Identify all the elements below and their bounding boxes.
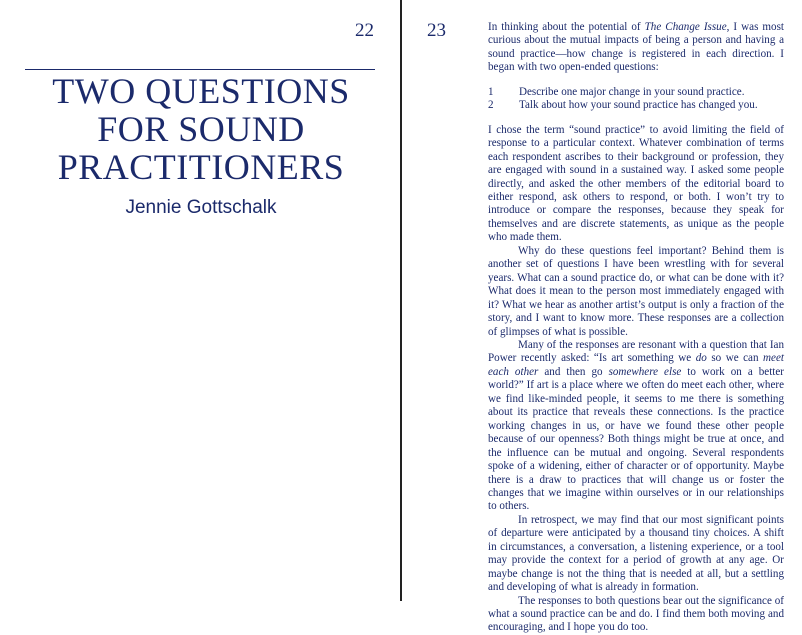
title-rule bbox=[25, 69, 375, 70]
intro-paragraph: In thinking about the potential of The Change Issue, I was most curious about the mutual impacts of being a person and having a sound practice—how change is registered in each direction. I began with two open-ended questions: bbox=[488, 21, 784, 74]
left-page bbox=[0, 0, 401, 601]
page-number-right: 23 bbox=[427, 20, 446, 41]
page-number-left: 22 bbox=[355, 20, 374, 41]
paragraph-5: The responses to both questions bear out the significance of what a sound practice can be and do. I find them both moving and encouraging, and I hope you do too. bbox=[488, 594, 784, 634]
list-item bbox=[488, 99, 784, 112]
title-line-1: TWO QUESTIONS bbox=[52, 71, 350, 111]
paragraph-2: Why do these questions feel important? Behind them is another set of questions I have been wrestling with for several years. What can a sound practice do, or what can be done with it? What does it mean to the person most immediately engaged with it? What we hear as another artist’s output is only a fraction of the story, and I want to know more. These responses are a collection of glimpses of what is possible. bbox=[488, 244, 784, 338]
list-item-text: Talk about how your sound practice has changed you. bbox=[519, 99, 758, 112]
right-page bbox=[401, 0, 802, 634]
paragraph-4: In retrospect, we may find that our most significant points of departure were anticipated by a thousand tiny choices. A shift in circumstances, a conversation, a listening experience, or a tool may provide the context for a period of growth at any age. Or maybe change is not the thing that is needed at all, but a settling and developing of what is already in formation. bbox=[488, 513, 784, 594]
title-line-3: PRACTITIONERS bbox=[57, 147, 345, 187]
list-item-number: 2 bbox=[488, 99, 494, 112]
list-item-text: Describe one major change in your sound practice. bbox=[519, 85, 745, 98]
list-item-number: 1 bbox=[488, 85, 494, 98]
article-title bbox=[0, 72, 402, 186]
list-item bbox=[488, 86, 784, 99]
title-line-2: FOR SOUND bbox=[97, 109, 305, 149]
author-name: Jennie Gottschalk bbox=[125, 197, 277, 218]
paragraph-1: I chose the term “sound practice” to avoid limiting the field of response to a particular context. Whatever combination of terms each respondent ascribes to their background or profession, they are engaged with sound in a sustained way. I asked some people directly, and asked the other members of the editorial board to either respond, ask others to respond, or both. I won’t try to introduce or compare the responses, because they speak for themselves and are discrete statements, as unique as the people who made them. bbox=[488, 123, 784, 244]
question-list bbox=[488, 86, 784, 113]
paragraph-3: Many of the responses are resonant with a question that Ian Power recently asked: “Is art something we do so we can meet each other and then go somewhere else to work on a better world?” If art is a place where we often do meet each other, where we find like-minded people, it seems to me there is something about its practice that reveals these connections. Is the practice working changes in us, or have we found these other people because of our openness? Both things might be true at once, and the influence can be mutual and ongoing. Several respondents spoke of a widening, either of character or of opportunity. Maybe there is a draw to practices that will change us or foster the changes that we imagine within ourselves or in our relationships to others. bbox=[488, 338, 784, 513]
article-body bbox=[488, 21, 784, 635]
